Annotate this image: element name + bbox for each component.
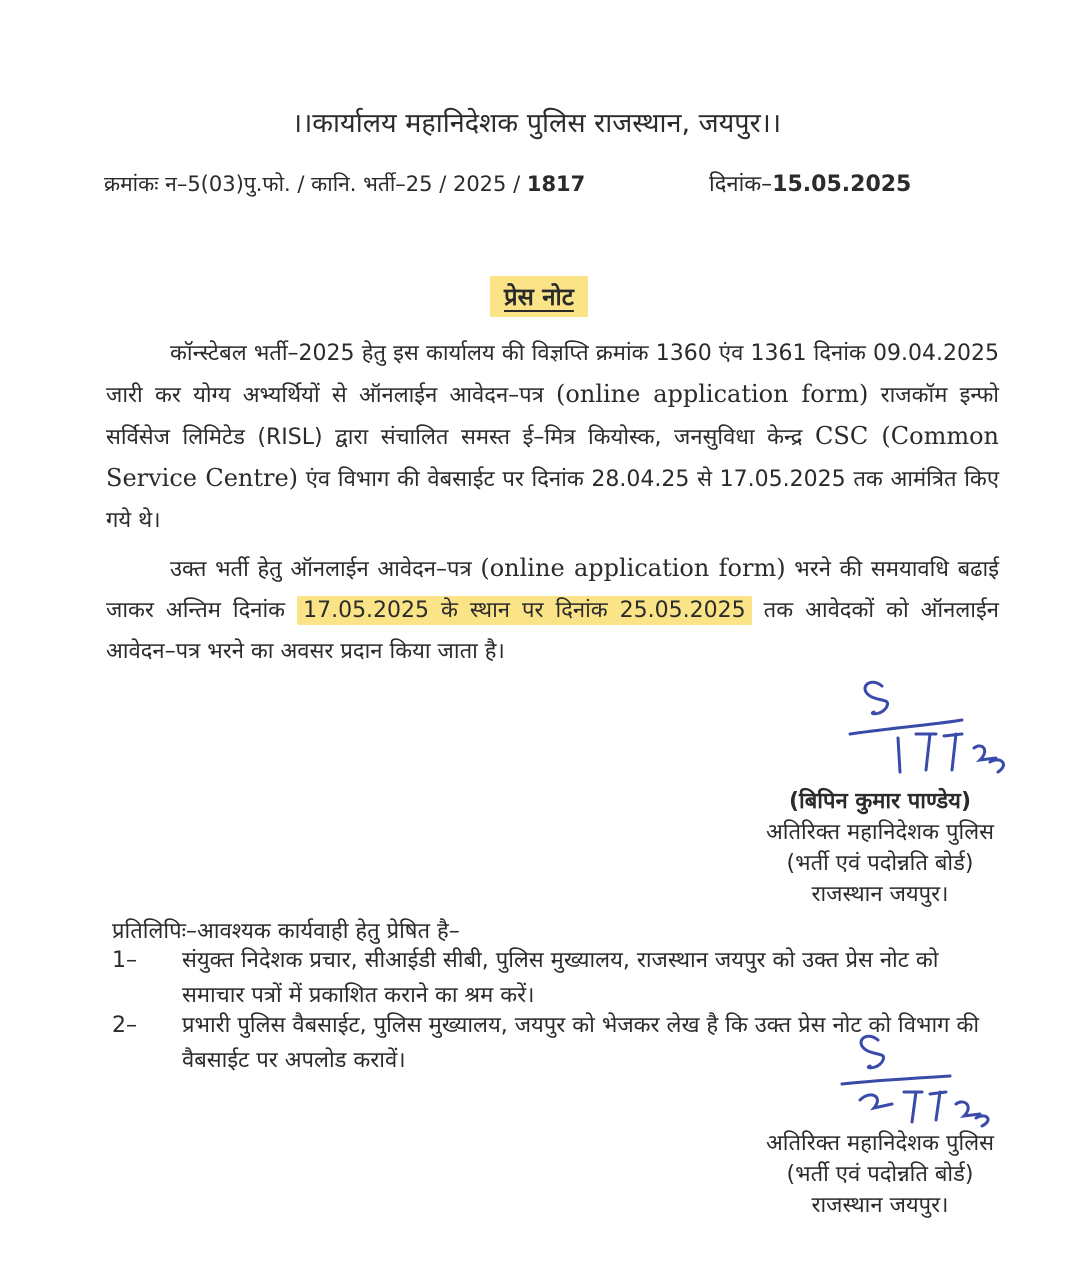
date-label: दिनांक– <box>709 172 773 197</box>
signatory-designation: अतिरिक्त महानिदेशक पुलिस <box>765 1131 995 1156</box>
reference-id: 1817 <box>526 172 586 196</box>
office-header: ।।कार्यालय महानिदेशक पुलिस राजस्थान, जयपुर।। <box>291 108 782 139</box>
p2-text-2: भरने की समयावधि बढाई जाकर अन्तिम दिनांक <box>106 557 1000 623</box>
paragraph-announcement <box>106 333 999 541</box>
p1-text-3: एंव विभाग की वेबसाईट पर दिनांक 28.04.25 से 17.05.2025 तक आमंत्रित किए गये थे। <box>106 467 999 533</box>
copy-to-heading: प्रतिलिपिः–आवश्यक कार्यवाही हेतु प्रेषित है– <box>112 919 460 944</box>
highlighted-new-date: 17.05.2025 के स्थान पर दिनांक 25.05.2025 <box>297 596 752 625</box>
press-note-title: प्रेस नोट <box>490 276 588 317</box>
issue-date <box>709 168 911 198</box>
signature-1-image <box>840 672 1030 782</box>
copy-item-text: संयुक्त निदेशक प्रचार, सीआईडी सीबी, पुलिस मुख्यालय, राजस्थान जयपुर को उक्त प्रेस नोट को समाचार पत्रों में प्रकाशित कराने का श्रम करें। <box>182 948 939 1008</box>
signatory-board: (भर्ती एवं पदोन्नति बोर्ड) <box>786 851 974 876</box>
signatory-designation: अतिरिक्त महानिदेशक पुलिस <box>765 820 995 845</box>
signatory-block-2 <box>740 1128 1020 1221</box>
p1-text-1: कॉन्स्टेबल भर्ती–2025 हेतु इस कार्यालय की विज्ञप्ति क्रमांक 1360 एंव 1361 दिनांक 09.04.2025 जारी कर योग्य अभ्यर्थियों से ऑनलाईन आवेदन–पत्र <box>106 341 999 408</box>
p2-english-1: (online application form) <box>480 554 786 582</box>
date-value: 15.05.2025 <box>772 172 912 197</box>
p1-english-2: CSC (Common Service Centre) <box>106 422 999 492</box>
signatory-block <box>740 786 1020 910</box>
p2-text-1: उक्त भर्ती हेतु ऑनलाईन आवेदन–पत्र <box>170 557 481 582</box>
paragraph-extension <box>106 548 999 672</box>
p1-text-2: राजकॉम इन्फो सर्विसेज लिमिटेड (RISL) द्वारा संचालित समस्त ई–मित्र कियोस्क, जनसुविधा केन्द्र <box>106 383 999 450</box>
signatory-board: (भर्ती एवं पदोन्नति बोर्ड) <box>786 1162 974 1187</box>
p2-text-3: तक आवेदकों को ऑनलाईन आवेदन–पत्र भरने का अवसर प्रदान किया जाता है। <box>106 598 1000 664</box>
signatory-place: राजस्थान जयपुर। <box>811 882 949 907</box>
copy-item-number: 2– <box>112 1013 137 1038</box>
signatory-place: राजस्थान जयपुर। <box>811 1193 949 1218</box>
copy-item-number: 1– <box>112 948 137 973</box>
reference-prefix: क्रमांकः न–5(03)पु.फो. / कानि. भर्ती–25 / 2025 / <box>104 172 527 196</box>
p1-english-1: (online application form) <box>556 380 869 408</box>
signatory-name: (बिपिन कुमार पाण्डेय) <box>788 789 971 814</box>
copy-item-text: प्रभारी पुलिस वैबसाईट, पुलिस मुख्यालय, जयपुर को भेजकर लेख है कि उक्त प्रेस नोट को विभाग की वैबसाईट पर अपलोड करावें। <box>182 1013 980 1073</box>
signature-2-image <box>830 1030 1010 1130</box>
copy-item-1 <box>112 943 1002 1013</box>
reference-number <box>104 170 585 198</box>
